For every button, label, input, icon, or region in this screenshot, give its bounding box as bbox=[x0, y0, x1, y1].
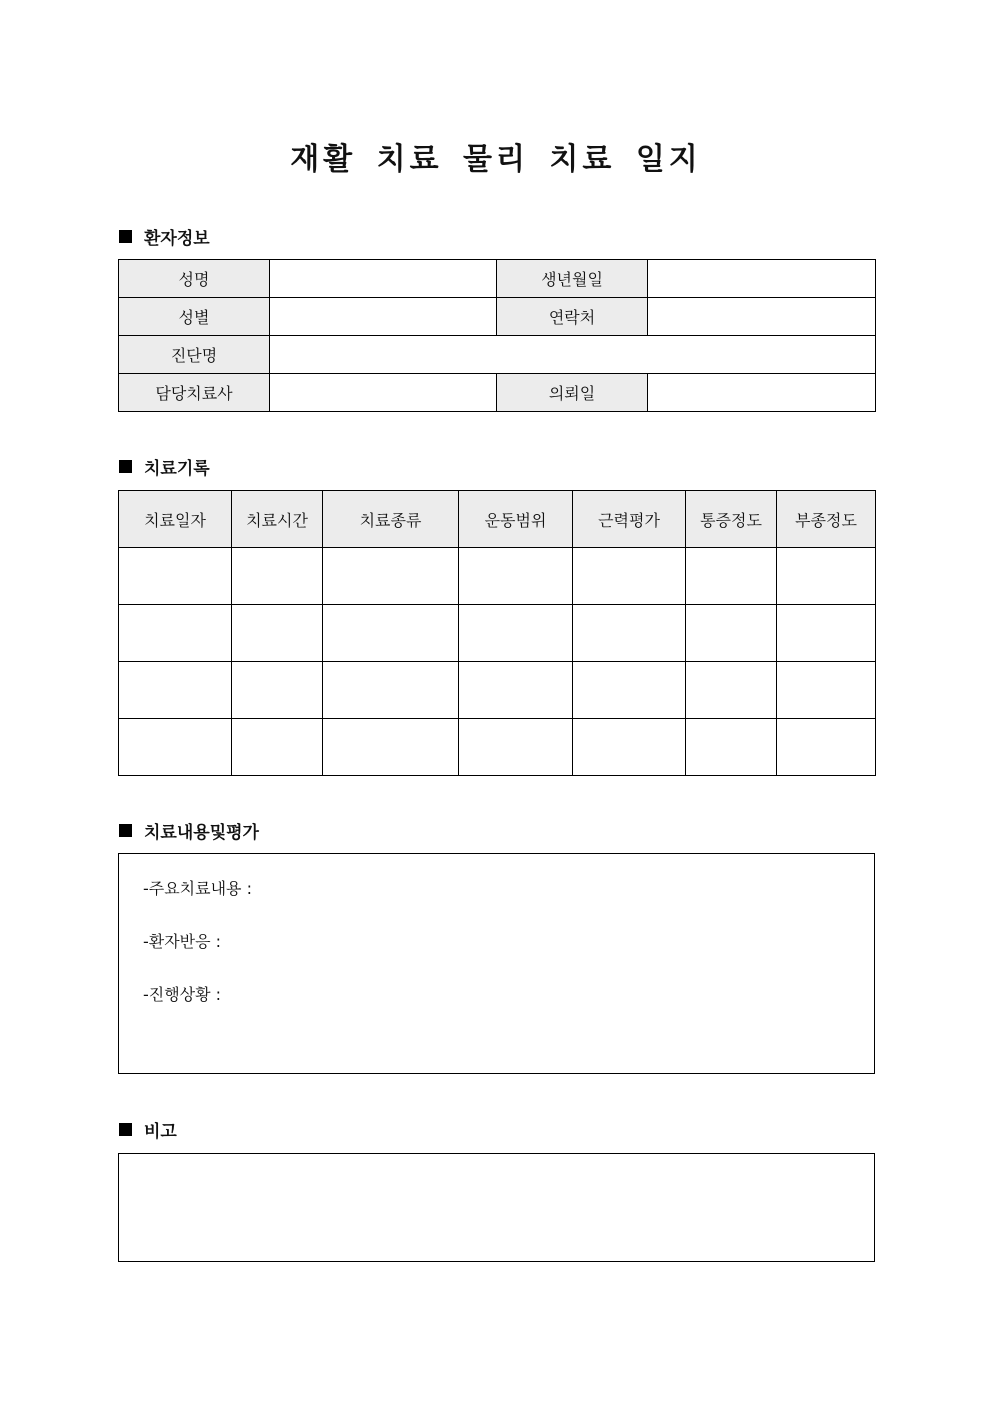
table-cell[interactable] bbox=[323, 548, 459, 605]
section-heading-patient-info bbox=[119, 224, 210, 249]
progress-label: -진행상황 : bbox=[143, 985, 222, 1004]
table-cell[interactable] bbox=[777, 662, 876, 719]
column-header: 치료일자 bbox=[119, 491, 232, 548]
table-row bbox=[119, 605, 876, 662]
label-therapist: 담당치료사 bbox=[119, 374, 270, 412]
referral-date-field[interactable] bbox=[648, 374, 876, 412]
name-field[interactable] bbox=[270, 260, 497, 298]
table-row bbox=[119, 662, 876, 719]
table-cell[interactable] bbox=[573, 548, 686, 605]
section-heading-label: 환자정보 bbox=[144, 229, 210, 249]
table-cell[interactable] bbox=[459, 662, 573, 719]
table-cell[interactable] bbox=[323, 662, 459, 719]
column-header: 치료종류 bbox=[323, 491, 459, 548]
section-heading-label: 치료기록 bbox=[144, 459, 210, 479]
remarks-box[interactable] bbox=[118, 1153, 875, 1262]
label-contact: 연락처 bbox=[497, 298, 648, 336]
table-row bbox=[119, 374, 876, 412]
label-name: 성명 bbox=[119, 260, 270, 298]
table-cell[interactable] bbox=[777, 605, 876, 662]
table-cell[interactable] bbox=[573, 719, 686, 776]
table-cell[interactable] bbox=[573, 605, 686, 662]
patient-info-table bbox=[118, 259, 876, 412]
section-heading-label: 비고 bbox=[144, 1122, 177, 1142]
evaluation-box[interactable] bbox=[118, 853, 875, 1074]
label-gender: 성별 bbox=[119, 298, 270, 336]
table-cell[interactable] bbox=[232, 719, 323, 776]
table-cell[interactable] bbox=[459, 548, 573, 605]
table-cell[interactable] bbox=[119, 605, 232, 662]
table-header-row bbox=[119, 491, 876, 548]
square-bullet-icon bbox=[119, 1123, 132, 1136]
table-cell[interactable] bbox=[777, 548, 876, 605]
label-birthdate: 생년월일 bbox=[497, 260, 648, 298]
column-header: 부종정도 bbox=[777, 491, 876, 548]
table-cell[interactable] bbox=[232, 662, 323, 719]
column-header: 통증정도 bbox=[686, 491, 777, 548]
table-cell[interactable] bbox=[119, 719, 232, 776]
column-header: 운동범위 bbox=[459, 491, 573, 548]
table-row bbox=[119, 260, 876, 298]
treatment-record-table bbox=[118, 490, 876, 776]
table-cell[interactable] bbox=[686, 719, 777, 776]
table-cell[interactable] bbox=[573, 662, 686, 719]
table-row bbox=[119, 548, 876, 605]
table-row bbox=[119, 298, 876, 336]
section-heading-evaluation bbox=[119, 818, 259, 843]
table-cell[interactable] bbox=[459, 605, 573, 662]
section-heading-remarks bbox=[119, 1117, 177, 1142]
column-header: 치료시간 bbox=[232, 491, 323, 548]
table-cell[interactable] bbox=[686, 662, 777, 719]
table-row bbox=[119, 336, 876, 374]
diagnosis-field[interactable] bbox=[270, 336, 876, 374]
therapist-field[interactable] bbox=[270, 374, 497, 412]
square-bullet-icon bbox=[119, 824, 132, 837]
section-heading-label: 치료내용및평가 bbox=[144, 823, 259, 843]
table-cell[interactable] bbox=[686, 548, 777, 605]
table-cell[interactable] bbox=[686, 605, 777, 662]
table-cell[interactable] bbox=[459, 719, 573, 776]
square-bullet-icon bbox=[119, 460, 132, 473]
square-bullet-icon bbox=[119, 230, 132, 243]
page-title: 재활 치료 물리 치료 일지 bbox=[290, 142, 702, 177]
label-diagnosis: 진단명 bbox=[119, 336, 270, 374]
table-cell[interactable] bbox=[232, 548, 323, 605]
column-header: 근력평가 bbox=[573, 491, 686, 548]
patient-response-label: -환자반응 : bbox=[143, 932, 222, 951]
table-cell[interactable] bbox=[777, 719, 876, 776]
table-cell[interactable] bbox=[119, 548, 232, 605]
label-referral-date: 의뢰일 bbox=[497, 374, 648, 412]
contact-field[interactable] bbox=[648, 298, 876, 336]
table-cell[interactable] bbox=[323, 719, 459, 776]
section-heading-treatment-record bbox=[119, 454, 210, 479]
gender-field[interactable] bbox=[270, 298, 497, 336]
table-cell[interactable] bbox=[323, 605, 459, 662]
table-cell[interactable] bbox=[232, 605, 323, 662]
birthdate-field[interactable] bbox=[648, 260, 876, 298]
table-row bbox=[119, 719, 876, 776]
table-cell[interactable] bbox=[119, 662, 232, 719]
main-treatment-label: -주요치료내용 : bbox=[143, 879, 252, 898]
